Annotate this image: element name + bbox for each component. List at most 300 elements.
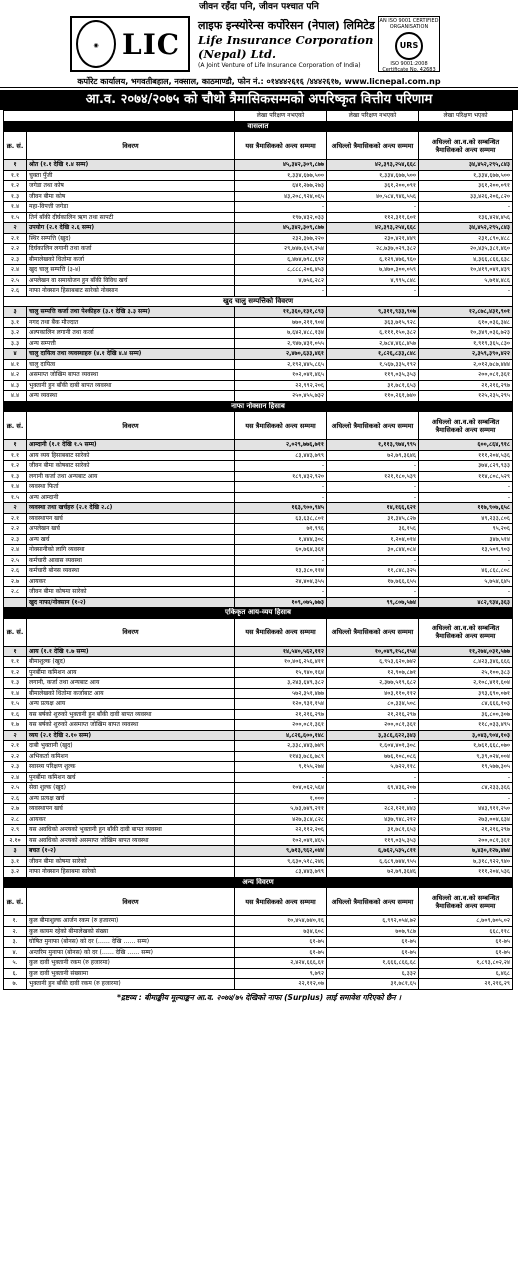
row-number: १.५ [4,699,27,710]
value-previous: ६,६८९,७४४,९५५ [327,856,419,867]
letterhead [0,14,518,76]
iso-certification [378,16,440,72]
value-current: २५०,४५५,७३२ [235,391,327,402]
value-previous: ४०,५८४,९४६,५५६ [327,191,419,202]
value-previous: १०,०४९,१५८,१५४ [327,646,419,657]
row-number: २.६ [4,793,27,804]
value-last-year: १३,५०९,९०३ [419,545,513,556]
row-label: अपलेखन वा समायोजन हुन बाँकी विविध खर्च [27,275,235,286]
table-row [4,212,513,223]
row-number: २.४ [4,265,27,276]
value-last-year: ८,७०९,७०५,०२ [419,916,513,927]
row-label: कुल दावी भुक्तानी संख्यामा [27,968,235,979]
table-row [4,720,513,731]
row-number: ६. [4,968,27,979]
row-number: ३.१ [4,317,27,328]
value-last-year: १३६,४२४,४५६ [419,212,513,223]
value-previous: - [327,461,419,472]
value-last-year: - [419,286,513,297]
table-row [4,450,513,461]
value-current: ९,७१३,९६२,०४४ [235,846,327,857]
row-number: १ [4,160,27,171]
company-name-english: Life Insurance Corporation (Nepal) Ltd. [198,33,374,61]
col-header-description: विवरण [27,132,235,160]
value-previous: २३०,४२१,४४९ [327,233,419,244]
value-current: - [235,286,327,297]
row-label: पुनर्बीमा कमिशन खर्च [27,772,235,783]
value-current: १०,४०६,२५६,४११ [235,657,327,668]
value-current: २१,२१६,२९७ [235,709,327,720]
value-last-year: ९५,२०६ [419,524,513,535]
value-current: २,४२४,६६६,६१ [235,958,327,969]
value-previous: २००,०८१,३६१ [327,720,419,731]
table-row [4,657,513,668]
table-row [4,359,513,370]
value-previous: ६९,४३६,२०७ [327,783,419,794]
value-last-year: ३६१,२००,०९१ [419,181,513,192]
value-current: २००,०८१,३६१ [235,720,327,731]
row-number: २.२ [4,244,27,255]
value-last-year: ३४,४५२,२९५,८४३ [419,223,513,234]
row-label: जीवन बीमा कोषमा सारेको [27,587,235,598]
value-last-year: २,०१२,७८७,४४४ [419,359,513,370]
row-number: २.३ [4,534,27,545]
value-last-year: ३४७,५१४ [419,534,513,545]
value-last-year: २५,१००,३८३ [419,667,513,678]
value-current: १०,४५४,७४०,१६ [235,916,327,927]
col-header-current: यस त्रैमासिकको अन्त्य सम्ममा [235,132,327,160]
row-label: अल्पकालिन लगानी तथा कर्जा [27,328,235,339]
section-header [4,877,513,888]
value-current: ४,७५६,२८२ [235,275,327,286]
row-label: यस बर्षको शुरुको भुक्तानी हुन बाँकी दावी बापत व्यवस्था [27,709,235,720]
row-number: ३ [4,846,27,857]
row-label: व्यवस्था फिर्ता [27,482,235,493]
row-label: अन्य खर्च [27,534,235,545]
value-last-year: ५,७५४,६४५ [419,576,513,587]
row-label: नोक्सानीको लागि व्यवस्था [27,545,235,556]
value-last-year: १,७६१,६६८,०७० [419,741,513,752]
col-header-current: यस त्रैमासिकको अन्त्य सम्ममा [235,888,327,916]
row-label: नगद तथा बैंक मौज्दात [27,317,235,328]
section-title: वासलात [4,121,513,132]
table-row [4,937,513,948]
table-row [4,233,513,244]
row-number: २.१ [4,513,27,524]
value-previous: ६,९५३,६२०,७४२ [327,657,419,668]
value-current: १०४,०६२,५६४ [235,783,327,794]
row-number: १.४ [4,202,27,213]
column-header-row [4,132,513,160]
row-label: जीवन बीमा कोषबाट सारेको [27,461,235,472]
value-last-year: ११७,९०७,६५८ [419,503,513,514]
value-current: २९,७४७,६५९,२५४ [235,244,327,255]
row-label: अन्तरिम मुनाफा (बोनस) को दर (…… देखि …… सम्म) [27,947,235,958]
table-row [4,804,513,815]
value-previous: १,३३४,६७७,५०० [327,170,419,181]
col-header-description: विवरण [27,412,235,440]
value-previous: २,७८४,४६८,४५७ [327,338,419,349]
value-last-year: २१,२१६,२९ [419,979,513,990]
col-header-description: विवरण [27,888,235,916]
value-previous: ११२,३११,६०१ [327,212,419,223]
value-previous: १,५६७,३३५,१९२ [327,359,419,370]
value-previous: ३०,८४४,०८४ [327,545,419,556]
table-row [4,814,513,825]
value-previous: ७२,७९,३६४६ [327,450,419,461]
row-number: १.४ [4,482,27,493]
row-label: स्थिर सम्पत्ति (खुद) [27,233,235,244]
value-last-year: - [419,793,513,804]
row-number: २.७ [4,804,27,815]
row-label: यस अवधिको अन्त्यको असमाप्त जोखिम बापत व्यवस्था [27,835,235,846]
value-last-year: ४४३,९११,२५० [419,804,513,815]
value-previous: ३६१,२००,०९१ [327,181,419,192]
row-label: अन्य सम्पत्ती [27,338,235,349]
row-label: कुल कायम रहेको बीमालेखको संख्या [27,926,235,937]
value-current: २२,९९२,२०६ [235,380,327,391]
table-row [4,471,513,482]
row-number: १.७ [4,720,27,731]
value-current: ७३४,६०८ [235,926,327,937]
value-current: ४,८२६,६००,१४८ [235,730,327,741]
value-previous: ४२,३९३,२५४,६६८ [327,160,419,171]
value-previous: - [327,492,419,503]
row-label: व्यवस्थापन खर्च [27,513,235,524]
value-current: ९,६३०,५१८,२४६ [235,856,327,867]
row-label: कुल दावी भुक्तानी रकम (रु हजारमा) [27,958,235,969]
value-current: - [235,461,327,472]
row-label: बीमालेखको धितोमा कर्जाबाट आय [27,688,235,699]
value-previous: २८२,१२१,४४३ [327,804,419,815]
value-current: २,९४७,४३१,०५५ [235,338,327,349]
table-row [4,856,513,867]
value-last-year: ४९,२३३,८०६ [419,513,513,524]
table-row [4,867,513,878]
value-current: २२,११२,०७ [235,979,327,990]
value-previous: १,२०४,०१४ [327,534,419,545]
value-current: ७१,९९६ [235,524,327,535]
row-number: २.१ [4,741,27,752]
row-number: १.४ [4,688,27,699]
value-current: २४,४०४,३५५ [235,576,327,587]
table-row [4,699,513,710]
value-last-year: ७,३१८,९२२,९४० [419,856,513,867]
value-previous: ११९,०३५,३५३ [327,370,419,381]
value-previous: १,११३,९७४,९९५ [327,440,419,451]
table-row [4,286,513,297]
value-last-year: १०,३४९,०३६,७२३ [419,328,513,339]
row-label: महा-विपत्ती जगेडा [27,202,235,213]
value-last-year: - [419,587,513,598]
value-current: ६,४७४,७९८,६९२ [235,254,327,265]
table-row [4,968,513,979]
row-number: २.८ [4,814,27,825]
value-last-year: १,३३४,६७७,५०० [419,170,513,181]
table-row [4,741,513,752]
value-current: - [235,202,327,213]
row-label: नाफा नोक्सान हिसाबबाट सारेको नोक्सान [27,286,235,297]
value-previous: ६,३३२ [327,968,419,979]
value-last-year: ६६८,११८ [419,926,513,937]
row-number: २.९ [4,825,27,836]
column-header-row [4,412,513,440]
row-label: उपयोग (२.१ देखि २.६ सम्म) [27,223,235,234]
value-current: १८९,४३२,९२० [235,471,327,482]
value-last-year: १,८९३,८०२,२४ [419,958,513,969]
table-row [4,835,513,846]
table-row [4,751,513,762]
table-row [4,191,513,202]
value-current: ८३,४४३,७९९ [235,867,327,878]
column-header-row [4,618,513,646]
value-last-year: ४६,८६८,८०८ [419,566,513,577]
row-number: ४.२ [4,370,27,381]
value-last-year: ५,७१४,४८६ [419,275,513,286]
value-last-year: - [419,555,513,566]
table-row [4,566,513,577]
value-current: १,४४४,३०८ [235,534,327,545]
footnote: *द्रष्टव्य : बीमाङ्कीय मूल्याङ्कन आ.व. २०७४/७५ देखिको नाफा (Surplus) लाई समावेश गरिएको छैन । [116,992,402,1002]
value-current: - [235,772,327,783]
row-label: लगानी, कर्जा तथा अन्यबाट आय [27,678,235,689]
row-label: व्यवस्थापन खर्च [27,804,235,815]
table-row [4,587,513,598]
value-last-year: १९,५७७,३०५ [419,762,513,773]
value-current: ४५,३४२,३०९,८७७ [235,160,327,171]
lic-logo [70,16,190,72]
row-number: ३.१ [4,856,27,867]
value-current: १०९,०७५,७७३ [235,597,327,608]
row-number: २.५ [4,555,27,566]
value-current: ९,१५५,२७४ [235,762,327,773]
table-row [4,825,513,836]
table-row [4,947,513,958]
value-last-year: १२५,२३५,२९५ [419,391,513,402]
value-current: ४२७,३८४,८२८ [235,814,327,825]
row-label: सेवा शुल्क (खुद) [27,783,235,794]
value-last-year: ४,३६६,८६६,६३८ [419,254,513,265]
value-last-year: ३६,८००,३०७ [419,709,513,720]
row-label: कर्मचारी आवास व्यवस्था [27,555,235,566]
value-previous: १२,९०७,८७१ [327,667,419,678]
row-number: २.३ [4,254,27,265]
row-label: बीमालेखको धितोमा कर्जा [27,254,235,265]
value-previous: १,६०४,४०१,३०८ [327,741,419,752]
table-row [4,783,513,794]
urs-mark: URS [395,32,423,60]
row-label: व्यय (२.१ देखि २.१० सम्म) [27,730,235,741]
col-header-sn: क्र. सं. [4,412,27,440]
row-label: चालु दायित्व [27,359,235,370]
col-header-current: यस त्रैमासिकको अन्त्य सम्ममा [235,618,327,646]
row-number: २.२ [4,524,27,535]
row-label: बीमाशुल्क (खुद) [27,657,235,668]
value-previous: ११,८४८,३२५ [327,566,419,577]
row-number: २.१ [4,233,27,244]
company-block [198,18,378,69]
value-current: १९७,४३२,०३३ [235,212,327,223]
row-label: भुक्तानी हुन बाँकी दावी रकम (रु हजारमा) [27,979,235,990]
value-previous: २८,७३७,०२९,३८२ [327,244,419,255]
col-header-previous: अघिल्लो त्रैमासिकको अन्त्य सम्ममा [327,618,419,646]
row-label: लगानी कर्जा तथा अन्यबाट आय [27,471,235,482]
value-previous: - [327,793,419,804]
table-row [4,597,513,608]
row-number: १.१ [4,657,27,668]
financial-table [3,110,513,990]
table-row [4,762,513,773]
row-label: आय (१.१ देखि १.७ सम्म) [27,646,235,657]
row-number: ३. [4,937,27,948]
value-previous: १,८२६,८३३,८४८ [327,349,419,360]
row-number: १.२ [4,667,27,678]
row-label: यस अवधिको अन्त्यको भुक्तानी हुन बाँकी दावी बापत व्यवस्था [27,825,235,836]
row-number: ३.२ [4,328,27,339]
col-header-previous: अघिल्लो त्रैमासिकको अन्त्य सम्ममा [327,888,419,916]
value-previous: ३१,७८१,६५३ [327,380,419,391]
audit-status-current: लेखा परिक्षण नभएको [235,111,327,122]
table-row [4,555,513,566]
row-label: बचत (१-२) [27,846,235,857]
value-last-year: ६१-७५ [419,947,513,958]
table-row [4,916,513,927]
value-last-year: ३४,४५२,२९५,८४३ [419,160,513,171]
value-last-year: ४८२,९३४,३६३ [419,597,513,608]
row-label: दिर्घकालिन लगानी तथा कर्जा [27,244,235,255]
value-previous: ३,३८६,६२२,३४३ [327,730,419,741]
row-label: खुद चालु सम्पत्ति (३-४) [27,265,235,276]
value-previous: ११९,०३५,३५३ [327,835,419,846]
value-current: १६३,९००,९४५ [235,503,327,514]
value-previous: ६,९९२,०५४,७२ [327,916,419,927]
section-header [4,401,513,412]
value-previous: ३१,७८१,६५ [327,979,419,990]
value-last-year: २,१०८,४११,६०४ [419,678,513,689]
row-label: दाबी भुक्तानी (खुद) [27,741,235,752]
value-current: २,४७०,६३३,४६१ [235,349,327,360]
value-last-year: ६१-७५ [419,937,513,948]
value-current: ५७२,३५१,४७७ [235,688,327,699]
subsection-title: खुद चालु सम्पत्तिको विवरण [4,296,513,307]
value-current: ८३,४४३,७९९ [235,450,327,461]
column-header-row [4,888,513,916]
table-row [4,391,513,402]
row-label: आम्दानी (१.१ देखि १.५ सम्म) [27,440,235,451]
table-row [4,265,513,276]
section-title: नाफा नोक्सान हिसाब [4,401,513,412]
motto: जीवन रहँदा पनि, जीवन पश्चात पनि [199,2,319,12]
row-number: २.६ [4,566,27,577]
value-current: ९,७९२ [235,968,327,979]
company-name-nepali: लाइफ इन्स्योरेन्स कर्पोरेसन (नेपाल) लिमिटेड [198,19,375,32]
value-current: - [235,555,327,566]
value-current: १,३३४,६७७,५०० [235,170,327,181]
row-number: २ [4,223,27,234]
value-last-year: ६,४६८ [419,968,513,979]
row-label: कर्मचारी बोनस व्यवस्था [27,566,235,577]
value-current: १३,३८०,११४ [235,566,327,577]
table-row [4,678,513,689]
table-row [4,317,513,328]
table-row [4,275,513,286]
value-current: ४५,३४२,३०९,८७७ [235,223,327,234]
value-last-year: ११४,८०८,५२९ [419,471,513,482]
value-current: १५,९४०,१६४ [235,667,327,678]
table-row [4,181,513,192]
value-previous: ४३७,९४८,२१२ [327,814,419,825]
row-label: तिर्न बाँकी दीर्घकालिन ऋण तथा सापटी [27,212,235,223]
subsection-header [4,296,513,307]
table-row [4,440,513,451]
value-current: २३२,३७७,२२० [235,233,327,244]
value-last-year: ३३,४२६,२०६,८२० [419,191,513,202]
row-label: अन्य प्रत्यक्ष आय [27,699,235,710]
row-label: स्वास्थ्य परिक्षण शुल्क [27,762,235,773]
value-last-year: - [419,482,513,493]
value-current: ६०,७६४,३६१ [235,545,327,556]
table-row [4,772,513,783]
row-label: चुक्ता पुँजी [27,170,235,181]
value-current: ६३,६३८,८०१ [235,513,327,524]
value-current: २,०२९,७७६,७११ [235,440,327,451]
row-label: खुद नाफा/नोक्सान (१-२) [27,597,235,608]
value-current: ६१-७५ [235,947,327,958]
table-row [4,338,513,349]
value-current: १०२,०४१,४६५ [235,370,327,381]
table-row [4,223,513,234]
row-number: ४.१ [4,359,27,370]
row-label: यस बर्षको शुरुको असमाप्त जोखिम बापत व्यवस्था [27,720,235,731]
row-number: २.४ [4,772,27,783]
emblem-icon: ◉ [76,20,116,68]
value-previous: ६,७६२,५३५,८११ [327,846,419,857]
value-previous: ४२,३९३,२५४,६६८ [327,223,419,234]
value-last-year: - [419,492,513,503]
col-header-last-year: अघिल्लो आ.व.को सम्बन्धित त्रैमासिकको अन्त्य सम्ममा [419,888,513,916]
table-row [4,958,513,969]
row-number: १.२ [4,181,27,192]
value-previous: - [327,286,419,297]
table-row [4,730,513,741]
row-number: ४. [4,947,27,958]
row-number: २.५ [4,783,27,794]
value-current: ४३,२०८,९२४,०६५ [235,191,327,202]
value-previous: ४,९९५,८४८ [327,275,419,286]
col-header-sn: क्र. सं. [4,888,27,916]
blank-cell [4,111,235,122]
logo-text: LIC [122,27,181,61]
value-previous: ३६३,७१५,९२८ [327,317,419,328]
value-previous: ४०३,११०,११२ [327,688,419,699]
row-number: ४ [4,349,27,360]
value-current: २,३३८,४४३,७४९ [235,741,327,752]
table-row [4,667,513,678]
table-row [4,254,513,265]
value-last-year: ८४,२३३,३६६ [419,783,513,794]
value-previous: ११०,२६१,७४० [327,391,419,402]
section-header [4,608,513,619]
value-last-year: ८,४२३,३४६,६६६ [419,657,513,668]
table-row [4,461,513,472]
value-current: ७,६४२,४८८,१३४ [235,328,327,339]
value-previous: ७७६,१०८,०८६ [327,751,419,762]
value-current: ५,७३,७४९,२११ [235,804,327,815]
col-header-sn: क्र. सं. [4,618,27,646]
table-row [4,846,513,857]
value-previous: १४,१६६,६२१ [327,503,419,514]
row-number: २.३ [4,762,27,773]
